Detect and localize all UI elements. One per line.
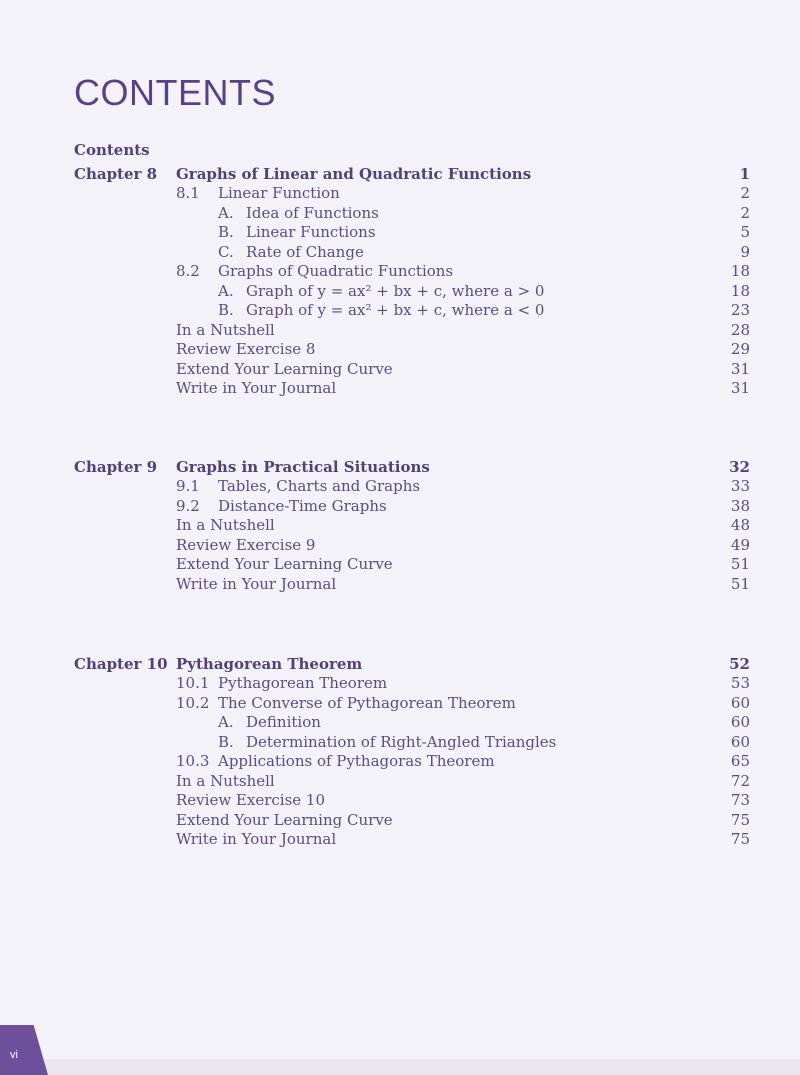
entry-number: C. — [218, 242, 234, 261]
footer-band — [0, 1059, 800, 1075]
entry-page: 28 — [730, 320, 750, 339]
toc-entry[interactable]: In a Nutshell — [176, 320, 275, 339]
toc-entry[interactable]: Pythagorean Theorem — [218, 674, 388, 693]
toc-entry[interactable]: Graph of y = ax² + bx + c, where a > 0 — [246, 281, 545, 300]
chapter-label: Chapter 9 — [74, 458, 158, 476]
entry-page: 60 — [730, 713, 750, 732]
entry-number: 10.2 — [176, 693, 210, 712]
toc-entry[interactable]: Idea of Functions — [246, 203, 379, 222]
entry-number: B. — [218, 301, 234, 320]
chapter-label: Chapter 8 — [74, 165, 158, 183]
entry-page: 18 — [730, 281, 750, 300]
entry-number: A. — [218, 281, 234, 300]
entry-number: 9.1 — [176, 477, 200, 496]
entry-number: 8.2 — [176, 262, 200, 281]
entry-page: 73 — [730, 791, 750, 810]
toc-entry[interactable]: Rate of Change — [246, 242, 364, 261]
footer-page-number: vi — [10, 1049, 18, 1061]
entry-page: 31 — [730, 359, 750, 378]
entry-page: 38 — [730, 496, 750, 515]
entry-page: 48 — [730, 516, 750, 535]
chapter-label: Chapter 10 — [74, 655, 168, 673]
chapter-page: 32 — [729, 458, 750, 476]
entry-page: 51 — [730, 555, 750, 574]
entry-page: 49 — [730, 535, 750, 554]
entry-page: 75 — [730, 830, 750, 849]
toc-entry[interactable]: Extend Your Learning Curve — [176, 555, 393, 574]
toc-entry[interactable]: Determination of Right-Angled Triangles — [246, 732, 557, 751]
toc-entry[interactable]: Review Exercise 9 — [176, 535, 316, 554]
entry-page: 18 — [730, 262, 750, 281]
toc-entry[interactable]: Review Exercise 10 — [176, 791, 326, 810]
entry-page: 5 — [740, 223, 750, 242]
page-title: CONTENTS — [74, 72, 276, 113]
chapter-title[interactable]: Graphs in Practical Situations — [176, 458, 430, 476]
toc-entry[interactable]: Write in Your Journal — [176, 830, 337, 849]
toc-entry[interactable]: The Converse of Pythagorean Theorem — [218, 693, 516, 712]
toc-entry[interactable]: Linear Functions — [246, 223, 376, 242]
chapter-title[interactable]: Graphs of Linear and Quadratic Functions — [176, 165, 532, 183]
entry-number: A. — [218, 203, 234, 222]
entry-page: 29 — [730, 340, 750, 359]
entry-page: 2 — [740, 184, 750, 203]
entry-number: A. — [218, 713, 234, 732]
toc-entry[interactable]: Graphs of Quadratic Functions — [218, 262, 454, 281]
toc-entry[interactable]: Distance-Time Graphs — [218, 496, 387, 515]
entry-number: B. — [218, 732, 234, 751]
entry-number: 9.2 — [176, 496, 200, 515]
entry-number: B. — [218, 223, 234, 242]
toc-entry[interactable]: Tables, Charts and Graphs — [218, 477, 421, 496]
toc-entry[interactable]: Write in Your Journal — [176, 574, 337, 593]
toc-entry[interactable]: Linear Function — [218, 184, 340, 203]
toc-entry[interactable]: In a Nutshell — [176, 771, 275, 790]
toc-entry[interactable]: Extend Your Learning Curve — [176, 810, 393, 829]
toc-entry[interactable]: Definition — [246, 713, 321, 732]
toc-entry[interactable]: Write in Your Journal — [176, 378, 337, 397]
entry-page: 9 — [740, 242, 750, 261]
entry-number: 10.3 — [176, 752, 210, 771]
entry-page: 65 — [730, 752, 750, 771]
entry-page: 51 — [730, 574, 750, 593]
chapter-page: 1 — [739, 165, 750, 183]
entry-page: 2 — [740, 203, 750, 222]
toc-entry[interactable]: Graph of y = ax² + bx + c, where a < 0 — [246, 301, 545, 320]
entry-page: 23 — [730, 301, 750, 320]
toc-entry[interactable]: Applications of Pythagoras Theorem — [218, 752, 495, 771]
toc-entry[interactable]: Review Exercise 8 — [176, 340, 316, 359]
entry-page: 60 — [730, 732, 750, 751]
entry-page: 60 — [730, 693, 750, 712]
entry-number: 8.1 — [176, 184, 200, 203]
toc-entry[interactable]: Extend Your Learning Curve — [176, 359, 393, 378]
entry-page: 33 — [730, 477, 750, 496]
entry-number: 10.1 — [176, 674, 210, 693]
contents-heading: Contents — [74, 141, 150, 159]
entry-page: 75 — [730, 810, 750, 829]
toc-entry[interactable]: In a Nutshell — [176, 516, 275, 535]
entry-page: 72 — [730, 771, 750, 790]
entry-page: 31 — [730, 378, 750, 397]
entry-page: 53 — [730, 674, 750, 693]
chapter-page: 52 — [729, 655, 750, 673]
chapter-title[interactable]: Pythagorean Theorem — [176, 655, 363, 673]
